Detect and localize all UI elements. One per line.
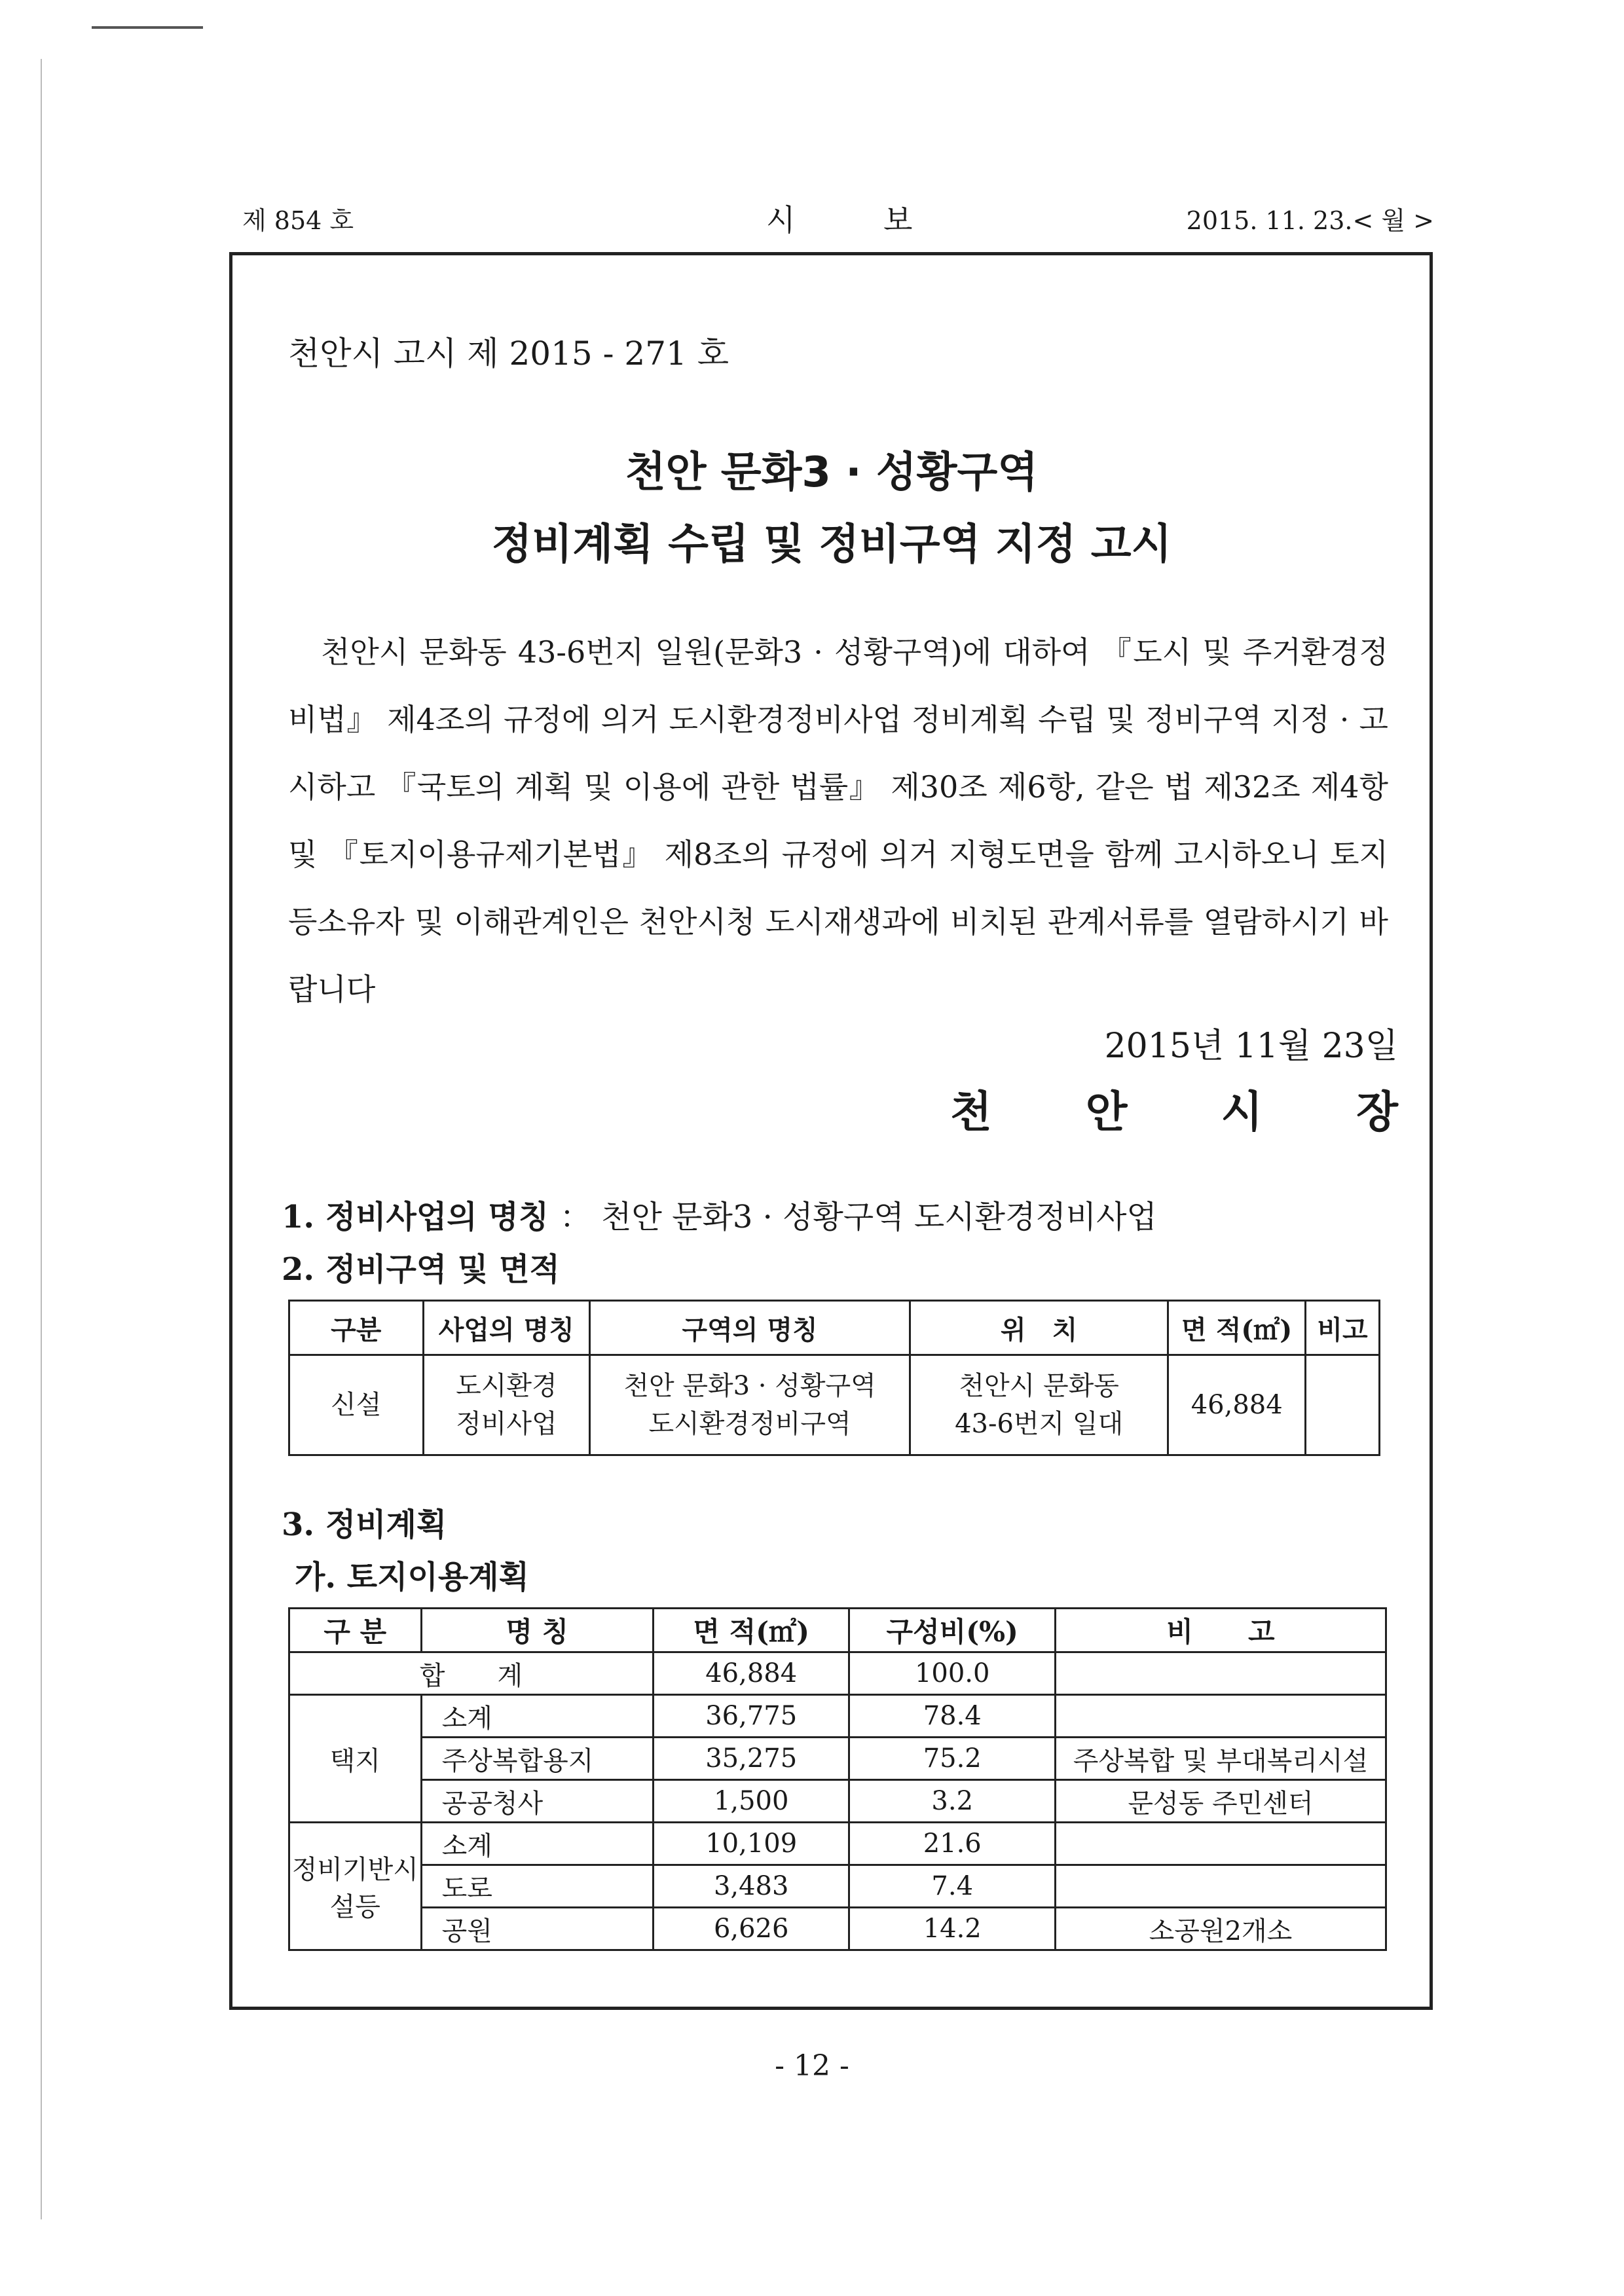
item-note: 주상복합 및 부대복리시설 xyxy=(1055,1738,1386,1780)
col-header: 면 적(㎡) xyxy=(1168,1301,1306,1355)
section3-sub-label: 가. 토지이용계획 xyxy=(295,1559,529,1595)
table-row xyxy=(289,1865,1386,1908)
land-use-table xyxy=(288,1607,1387,1951)
page-number: - 12 - xyxy=(775,2049,849,2083)
col-header: 면 적(㎡) xyxy=(653,1609,849,1652)
col-header: 구 분 xyxy=(289,1609,422,1652)
item-note: 문성동 주민센터 xyxy=(1055,1780,1386,1823)
zone-location: 천안시 문화동 43-6번지 일대 xyxy=(910,1355,1168,1455)
issue-number: 제 854 호 xyxy=(242,206,354,235)
category-cell: 정비기반시설등 xyxy=(289,1823,422,1950)
item-area: 3,483 xyxy=(653,1865,849,1908)
total-row xyxy=(289,1652,1386,1695)
table-header-row xyxy=(289,1301,1380,1355)
col-header: 비고 xyxy=(1306,1301,1380,1355)
item-ratio: 21.6 xyxy=(849,1823,1055,1865)
item-area: 1,500 xyxy=(653,1780,849,1823)
item-name: 도로 xyxy=(421,1865,653,1908)
item-ratio: 14.2 xyxy=(849,1908,1055,1950)
item-name: 공원 xyxy=(421,1908,653,1950)
item-name: 소계 xyxy=(421,1823,653,1865)
table-row xyxy=(289,1695,1386,1738)
zone-name: 천안 문화3 · 성황구역 도시환경정비구역 xyxy=(590,1355,910,1455)
total-ratio: 100.0 xyxy=(849,1652,1055,1695)
item-area: 35,275 xyxy=(653,1738,849,1780)
col-header: 명 칭 xyxy=(421,1609,653,1652)
section1-label: 1. 정비사업의 명칭 xyxy=(282,1199,549,1235)
table-row xyxy=(289,1908,1386,1950)
col-header: 구성비(%) xyxy=(849,1609,1055,1652)
item-name: 공공청사 xyxy=(421,1780,653,1823)
item-area: 6,626 xyxy=(653,1908,849,1950)
section3-label: 3. 정비계획 xyxy=(282,1506,447,1543)
item-note xyxy=(1055,1865,1386,1908)
notice-title-line1: 천안 문화3 · 성황구역 xyxy=(625,448,1039,497)
zone-area: 46,884 xyxy=(1168,1355,1306,1455)
total-area: 46,884 xyxy=(653,1652,849,1695)
item-ratio: 7.4 xyxy=(849,1865,1055,1908)
scan-artifact-margin xyxy=(41,59,42,2219)
item-ratio: 78.4 xyxy=(849,1695,1055,1738)
item-ratio: 75.2 xyxy=(849,1738,1055,1780)
zone-area-table xyxy=(288,1300,1380,1456)
publication-name: 시 보 xyxy=(766,202,952,238)
col-header: 사업의 명칭 xyxy=(423,1301,589,1355)
notice-number: 천안시 고시 제 2015 - 271 호 xyxy=(288,335,729,373)
col-header: 비 고 xyxy=(1055,1609,1386,1652)
table-row xyxy=(289,1738,1386,1780)
zone-note xyxy=(1306,1355,1380,1455)
signature-name: 천 안 시 장 xyxy=(950,1086,1437,1137)
col-header: 구역의 명칭 xyxy=(590,1301,910,1355)
table-header-row xyxy=(289,1609,1386,1652)
item-area: 10,109 xyxy=(653,1823,849,1865)
item-name: 주상복합용지 xyxy=(421,1738,653,1780)
publication-date: 2015. 11. 23.< 월 > xyxy=(1186,206,1434,235)
col-header: 위 치 xyxy=(910,1301,1168,1355)
category-cell: 택지 xyxy=(289,1695,422,1823)
table-row xyxy=(289,1355,1380,1455)
table-row xyxy=(289,1780,1386,1823)
item-area: 36,775 xyxy=(653,1695,849,1738)
page-header xyxy=(242,196,1434,242)
zone-type: 신설 xyxy=(289,1355,424,1455)
section1 xyxy=(282,1192,1157,1237)
signature-date: 2015년 11월 23일 xyxy=(1104,1027,1398,1066)
notice-body: 천안시 문화동 43-6번지 일원(문화3 · 성황구역)에 대하여 『도시 및 주거환경정비법』 제4조의 규정에 의거 도시환경정비사업 정비계획 수립 및 정비구역 지정 · 고시하고 『국토의 계획 및 이용에 관한 법률』 제30조 제6항, 같은 법 제32조 제4항 및 『토지이용규제기본법』 제8조의 규정에 의거 지형도면을 함께 고시하오니 토지등소유자 및 이해관계인은 천안시청 도시재생과에 비치된 관계서류를 열람하시기 바랍니다 xyxy=(288,634,1388,1007)
item-name: 소계 xyxy=(421,1695,653,1738)
item-ratio: 3.2 xyxy=(849,1780,1055,1823)
item-note xyxy=(1055,1695,1386,1738)
scan-artifact-line xyxy=(92,26,203,29)
item-note: 소공원2개소 xyxy=(1055,1908,1386,1950)
section2-label: 2. 정비구역 및 면적 xyxy=(282,1251,560,1288)
table-row xyxy=(289,1823,1386,1865)
total-label: 합 계 xyxy=(289,1652,654,1695)
total-note xyxy=(1055,1652,1386,1695)
col-header: 구분 xyxy=(289,1301,424,1355)
notice-title-line2: 정비계획 수립 및 정비구역 지정 고시 xyxy=(491,520,1172,569)
project-name: 도시환경 정비사업 xyxy=(423,1355,589,1455)
item-note xyxy=(1055,1823,1386,1865)
section1-value: ： 천안 문화3 · 성황구역 도시환경정비사업 xyxy=(559,1199,1157,1235)
